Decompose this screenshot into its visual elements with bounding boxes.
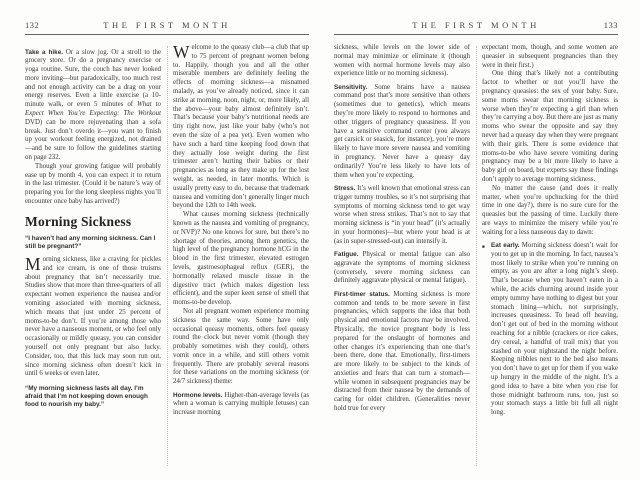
page-left (25, 20, 309, 472)
paragraph (173, 308, 309, 387)
bullet-item (482, 242, 618, 418)
paragraph (25, 163, 161, 207)
paragraph (334, 84, 470, 181)
paragraph (482, 70, 618, 184)
right-column-divider (470, 44, 482, 472)
paragraph (173, 44, 309, 211)
paragraph (334, 185, 470, 247)
paragraph (482, 185, 618, 238)
left-page-header (25, 20, 309, 35)
left-page-column-2 (173, 44, 309, 472)
paragraph-text: sickness, while levels on the lower side of normal may minimize or eliminate it (though women with normal hormone levels may also experience little or no morning sickness). (334, 44, 470, 78)
paragraph-lead: Hormone levels. (173, 391, 223, 399)
left-page-number: 132 (25, 20, 40, 30)
paragraph-text: What causes morning sickness (technically known as the nausea and vomiting of pregnancy, or NVP)? No one knows for sure, but there’s no shortage of theories, among them genetics, the high level of the pregnancy hormone hCG in the blood in the first trimester, elevated estrogen levels, gastroesophageal reflux (GER), the hormonally relaxed muscle tissue in the digestive tract (which makes digestion less efficient), and the super keen sense of smell that moms-to-be develop. (173, 211, 309, 307)
paragraph-text: Morning Sickness (25, 214, 132, 230)
square-bullet-icon: ■ (482, 244, 485, 250)
paragraph-text: Though your growing fatigue will probably ease up by month 4, you can expect it to return in the last trimester. (Could it be nature’s way of preparing you for the long sleepless nights you’ll encounter once baby has arrived?) (25, 162, 161, 206)
paragraph-text: Higher-than-average levels (as when a woman is carrying multiple fetuses) can increase morning (173, 391, 309, 417)
section-heading (25, 214, 161, 229)
paragraph-text: Morning sickness is more common and tends to be more severe in first pregnancies, which supports the idea that both physical and emotional factors may be involved. Physically, the novice pregnant body is less prepared for the onslaught of hormones and other changes it’s experiencing than one that’s been there, done that. Emotionally, first-timers are more likely to be subject to the kinds of anxieties and fears that can turn a stomach—while women in subsequent pregnancies may be distracted from their nausea by the demands of caring for older children. (Generalities never hold true for every (334, 290, 470, 413)
paragraph (25, 49, 161, 163)
paragraph-text: “My morning sickness lasts all day. I’m afraid that I’m not keeping down enough food to nourish my baby.” (25, 384, 148, 409)
paragraph-lead: Sensitivity. (334, 83, 368, 91)
paragraph (334, 44, 470, 79)
paragraph (25, 253, 161, 379)
paragraph-lead: Eat early. (491, 242, 520, 250)
paragraph-lead: First-timer status. (334, 290, 390, 298)
reader-question (25, 385, 161, 410)
right-page-columns (334, 44, 618, 472)
left-page-column-1 (25, 44, 161, 472)
drop-cap-letter: W (173, 44, 190, 62)
paragraph-text: expectant mom, though, and some women are queasier in subsequent pregnancies than they were in their first.) (482, 44, 618, 69)
paragraph (173, 211, 309, 308)
paragraph-lead: Stress. (334, 184, 356, 192)
page-right (334, 20, 618, 472)
right-page-column-2 (482, 44, 618, 472)
drop-cap-letter: M (25, 253, 41, 274)
right-running-head: THE FIRST MONTH (412, 20, 540, 30)
right-page-header (334, 20, 618, 35)
paragraph-text: Or a slow jog. Or a stroll to the grocery store. Or do a pregnancy exercise or yoga routine. Sure, the couch has never looked more inviting—but paradoxically, too much rest and not enough activity can be a drag on your energy reserves. Even a little exercise (a 10-minute walk, or even 5 minutes of (25, 48, 161, 109)
left-column-divider (161, 44, 173, 472)
paragraph-text: It’s well known that emotional stress can trigger tummy troubles, so it’s not surprising that symptoms of morning sickness tend to get way worse when stress strikes. That’s not to say that morning sickness is “in your head” (it’s actually in your hormones)—but where your head is at (as in super-stressed-out) can intensify it. (334, 184, 470, 245)
paragraph (482, 44, 618, 70)
right-page-column-1 (334, 44, 470, 472)
paragraph-text: orning sickness, like a craving for pickles and ice cream, is one of those truisms about pregnancy that isn’t necessarily true. Studies show that more than three-quarters of all expectant women experience the nausea and/or vomiting associated with morning sickness, which means that just under 25 percent of moms-to-be don’t. If you’re among those who never have a nauseous moment, or who feel only occasionally or mildly queasy, you can consider yourself not only pregnant but also lucky. Consider, too, that this luck may soon run out, since morning sickness often doesn’t kick in until 6 weeks or even later. (25, 255, 161, 378)
paragraph-text: Not all pregnant women experience morning sickness the same way. Some have only occasional queasy moments, others feel queasy round the clock but never vomit (though they probably sometimes wish they could), others vomit once in a while, and still others vomit frequently. There are probably several reasons for these variations on the morning sickness (or 24/7 sickness) theme: (173, 307, 309, 386)
right-page-number: 133 (603, 20, 618, 30)
paragraph-lead: Fatigue. (334, 251, 359, 259)
paragraph (334, 291, 470, 414)
reader-question (25, 235, 161, 252)
paragraph-text: What to Expect When You’re Expecting: The Workout (25, 101, 161, 118)
paragraph-text: Morning sickness doesn’t wait for you to get up in the morning. In fact, nausea’s most likely to strike when you’re running on empty, as you are after a long night’s sleep. That’s because when you haven’t eaten in a while, the acids churning around inside your empty tummy have nothing to digest but your stomach lining—which, not surprisingly, increases queasiness. To head off heaving, don’t get out of bed in the morning without reaching for a nibble (crackers or rice cakes, dry cereal, a handful of trail mix) that you stashed on your nightstand the night before. Keeping nibbles next to the bed also means you don’t have to get up for them if you wake up hungry in the middle of the night. It’s a good idea to have a bite when you rise for those midnight bathroom runs, too, just so your stomach stays a little bit full all night long. (491, 242, 618, 417)
paragraph-text: Physical or mental fatigue can also aggravate the symptoms of morning sickness (conversely, severe morning sickness can definitely aggravate physical or mental fatigue). (334, 251, 470, 285)
left-page-columns (25, 44, 309, 472)
paragraph-text: elcome to the queasy club—a club that up to 75 percent of pregnant women belong to. Happily, though you and all the other miserable members are definitely feeling the effects of morning sickness—a misnamed malady, as you’ve already noticed, since it can strike at morning, noon, night, or, more likely, all the above—your baby almost definitely isn’t. That’s because your baby’s nutritional needs are tiny right now, just like your baby (who’s not even the size of a pea yet). Even women who have such a hard time keeping food down that they actually lose weight during the first trimester aren’t hurting their babies or their pregnancies as long as they make up for the lost weight, as needed, in later months. Which is usually pretty easy to do, because that trademark nausea and vomiting don’t generally linger much beyond the 12th to 14th week. (173, 44, 309, 210)
paragraph-text: Some brains have a nausea command post that’s more sensitive than others (sometimes due to genetics), which means they’re more likely to respond to hormones and other triggers of pregnancy queasiness. If you have a sensitive command center (you always get carsick or seasick, for instance), you’re more likely to have more severe nausea and vomiting in pregnancy. Never have a queasy day ordinarily? You’re less likely to have lots of them when you’re expecting. (334, 83, 470, 179)
paragraph-text: No matter the cause (and does it really matter, when you’re upchucking for the third time in one day?), there is no sure cure for the queasies but the passing of time. Luckily there are ways to minimize the misery while you’re waiting for a less nauseous day to dawn: (482, 184, 618, 236)
paragraph-lead: Take a hike. (25, 48, 64, 56)
paragraph (334, 251, 470, 286)
paragraph (173, 392, 309, 418)
paragraph-text: One thing that’s likely not a contributing factor to whether or not you’ll have the pregnancy queasies: the sex of your baby. Sure, some moms swear that morning sickness is worse when they’re expecting a girl than when they’re carrying a boy. But there are just as many moms who swear the opposite and say they never had a queasy day when they were pregnant with their girls. There is some evidence that moms-to-be who have severe vomiting during pregnancy may be a bit more likely to have a baby girl on board, but experts say these findings don’t apply to average morning sickness. (482, 70, 618, 183)
paragraph-text: DVD) can be more rejuvenating than a sofa break. Just don’t overdo it—you want to finish up your workout feeling energized, not drained—and be sure to follow the guidelines starting on page 232. (25, 118, 161, 162)
left-running-head: THE FIRST MONTH (103, 20, 231, 30)
paragraph-text: “I haven’t had any morning sickness. Can I still be pregnant?” (25, 234, 156, 251)
